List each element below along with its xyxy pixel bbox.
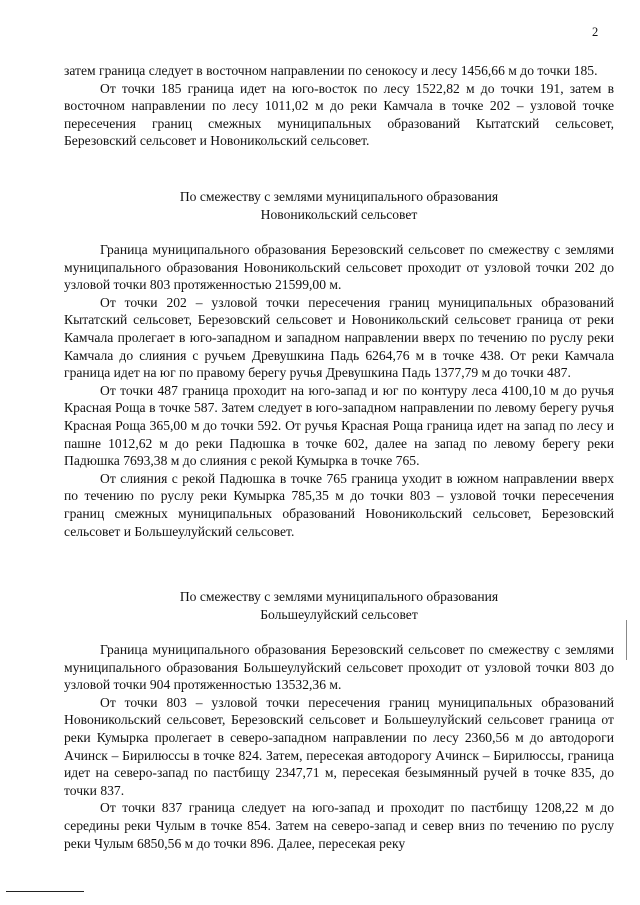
paragraph: От точки 202 – узловой точки пересечения границ муниципальных образований Кытатский сельсовет, Березовский сельсовет и Новоникольский сельсовет граница от реки Камчала пролегает в юго-западном и западном направлении вверх по течению по руслу реки Камчала до слияния с ручьем Древушкина Падь 6264,76 м в точке 438. От реки Камчала граница идет на юг по правому берегу ручья Древушкина Падь 1377,79 м до точки 487.	[64, 294, 614, 381]
heading-line: По смежеству с землями муниципального образования	[179, 589, 499, 604]
heading-line: По смежеству с землями муниципального образования	[179, 189, 499, 204]
section-heading-bolsheuluysky	[64, 588, 614, 623]
heading-line: Новоникольский сельсовет	[260, 206, 418, 222]
paragraph: От точки 803 – узловой точки пересечения границ муниципальных образований Новоникольский сельсовет, Березовский сельсовет и Большеулуйский сельсовет граница от реки Кумырка пролегает в северо-западном направлении по лесу 2360,56 м до автодороги Ачинск – Бирилюссы в точке 824. Затем, пересекая автодорогу Ачинск – Бирилюссы, граница идет на северо-запад по пастбищу 2347,71 м, пересекая безымянный ручей в точке 835, до точки 837.	[64, 694, 614, 798]
paragraph: От точки 837 граница следует на юго-запад и проходит по пастбищу 1208,22 м до середины реки Чулым в точке 854. Затем на северо-запад и север вниз по течению по руслу реки Чулым 6850,56 м до точки 896. Далее, пересекая реку	[64, 800, 614, 851]
paragraph: затем граница следует в восточном направлении по сенокосу и лесу 1456,66 м до точки 185.	[64, 63, 598, 78]
paragraph: От точки 185 граница идет на юго-восток по лесу 1522,82 м до точки 191, затем в восточном направлении по лесу 1011,02 м до реки Камчала в точке 202 – узловой точке пересечения границ смежных муниципальных образований Кытатский сельсовет, Березовский сельсовет и Новоникольский сельсовет.	[64, 80, 614, 149]
paragraph: Граница муниципального образования Березовский сельсовет по смежеству с землями муниципального образования Большеулуйский сельсовет проходит от узловой точки 803 до узловой точки 904 протяженностью 13532,36 м.	[64, 642, 614, 693]
page-number: 2	[592, 25, 599, 39]
paragraph: От слияния с рекой Падюшка в точке 765 граница уходит в южном направлении вверх по течению по руслу реки Кумырка 785,35 м до точки 803 – узловой точки пересечения границ смежных муниципальных образований Новоникольский сельсовет, Березовский сельсовет и Большеулуйский сельсовет.	[64, 470, 614, 539]
heading-line: Большеулуйский сельсовет	[260, 606, 418, 622]
section-heading-novonikolsky	[64, 188, 614, 223]
section-bolsheuluysky	[64, 641, 614, 852]
margin-mark	[626, 620, 627, 660]
paragraph: От точки 487 граница проходит на юго-запад и юг по контуру леса 4100,10 м до ручья Красная Роща в точке 587. Затем следует в юго-западном направлении по левому берегу ручья Красная Роща 365,00 м до точки 592. От ручья Красная Роща граница идет на запад по лесу и пашне 1012,62 м до реки Падюшка в точке 602, далее на запад по левому берегу реки Падюшка 7693,38 м до слияния с рекой Кумырка в точке 765.	[64, 382, 614, 469]
paragraph: Граница муниципального образования Березовский сельсовет по смежеству с землями муниципального образования Новоникольский сельсовет проходит от узловой точки 202 до узловой точки 803 протяженностью 21599,00 м.	[64, 242, 614, 293]
section-novonikolsky	[64, 241, 614, 540]
section-kytatsky-end	[64, 62, 614, 150]
footnote-rule	[6, 891, 84, 892]
